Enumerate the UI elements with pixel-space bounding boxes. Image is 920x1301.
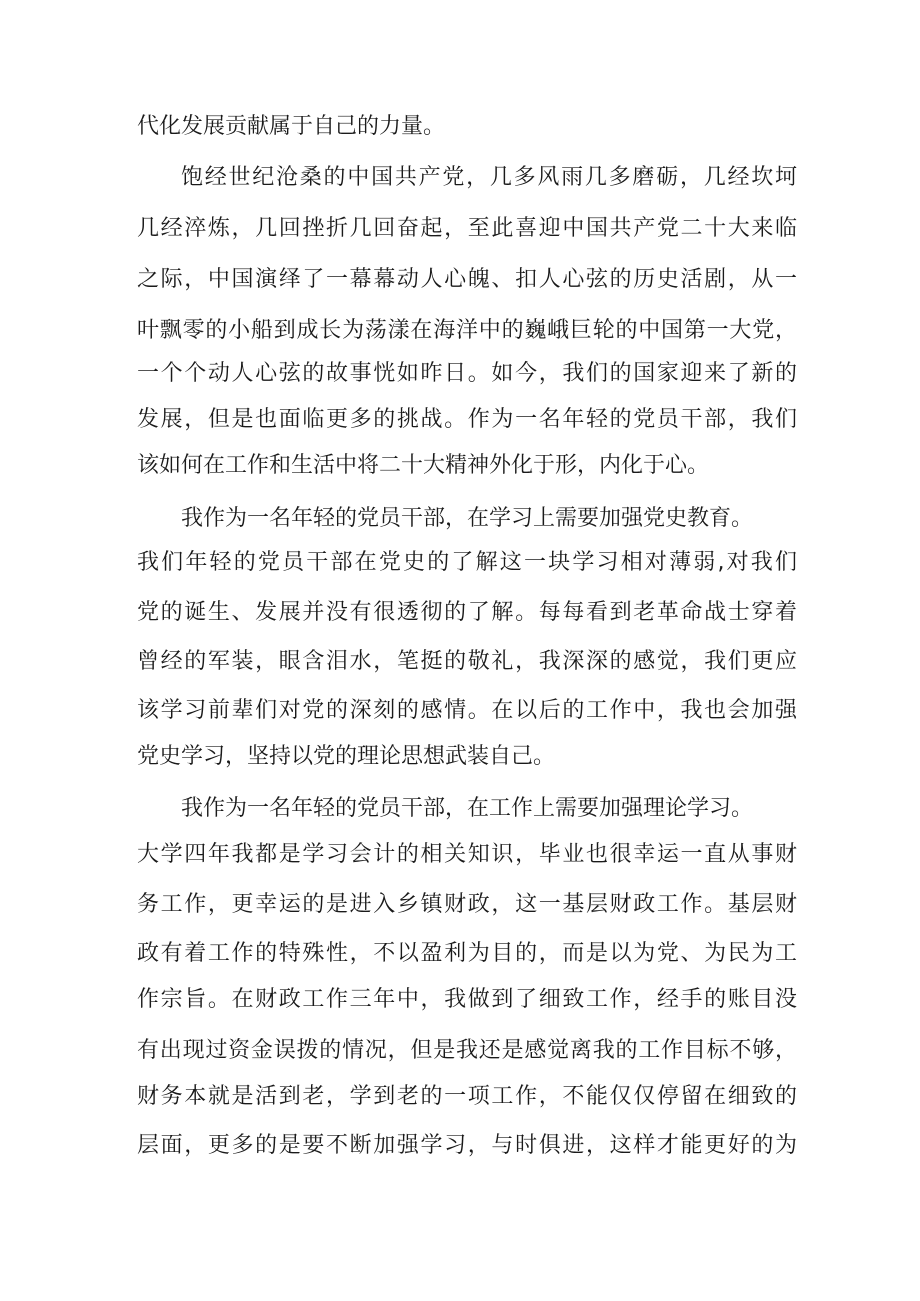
- text-line: 我们年轻的党员干部在党史的了解这一块学习相对薄弱,对我们: [137, 550, 797, 575]
- text-line: 该如何在工作和生活中将二十大精神外化于形，内化于心。: [137, 453, 710, 478]
- text-line: 党史学习，坚持以党的理论思想武装自己。: [137, 744, 556, 769]
- text-line: 该学习前辈们对党的深刻的感情。在以后的工作中，我也会加强: [137, 698, 797, 723]
- paragraph-first-line: 我作为一名年轻的党员干部，在学习上需要加强党史教育。: [181, 506, 754, 531]
- text-line: 代化发展贡献属于自己的力量。: [137, 114, 446, 139]
- text-line: 几经淬炼，几回挫折几回奋起，至此喜迎中国共产党二十大来临: [137, 216, 797, 241]
- text-line: 有出现过资金误拨的情况，但是我还是感觉离我的工作目标不够，: [137, 1038, 797, 1063]
- text-line: 务工作，更幸运的是进入乡镇财政，这一基层财政工作。基层财: [137, 892, 797, 917]
- text-line: 政有着工作的特殊性，不以盈利为目的，而是以为党、为民为工: [137, 941, 797, 966]
- text-line: 一个个动人心弦的故事恍如昨日。如今，我们的国家迎来了新的: [137, 361, 797, 386]
- text-line: 党的诞生、发展并没有很透彻的了解。每每看到老革命战士穿着: [137, 600, 797, 625]
- text-line: 层面，更多的是要不断加强学习，与时俱进，这样才能更好的为: [137, 1133, 797, 1158]
- text-line: 大学四年我都是学习会计的相关知识，毕业也很幸运一直从事财: [137, 842, 797, 867]
- text-line: 叶飘零的小船到成长为荡漾在海洋中的巍峨巨轮的中国第一大党，: [137, 318, 797, 343]
- paragraph-first-line: 我作为一名年轻的党员干部，在工作上需要加强理论学习。: [181, 796, 754, 821]
- text-line: 作宗旨。在财政工作三年中，我做到了细致工作，经手的账目没: [137, 987, 797, 1012]
- text-line: 之际，中国演绎了一幕幕动人心魄、扣人心弦的历史活剧，从一: [137, 267, 797, 292]
- text-line: 曾经的军装，眼含泪水，笔挺的敬礼，我深深的感觉，我们更应: [137, 649, 797, 674]
- text-line: 财务本就是活到老，学到老的一项工作，不能仅仅停留在细致的: [137, 1084, 797, 1109]
- text-line: 发展，但是也面临更多的挑战。作为一名年轻的党员干部，我们: [137, 407, 797, 432]
- paragraph-first-line: 饱经世纪沧桑的中国共产党，几多风雨几多磨砺，几经坎坷: [181, 165, 797, 190]
